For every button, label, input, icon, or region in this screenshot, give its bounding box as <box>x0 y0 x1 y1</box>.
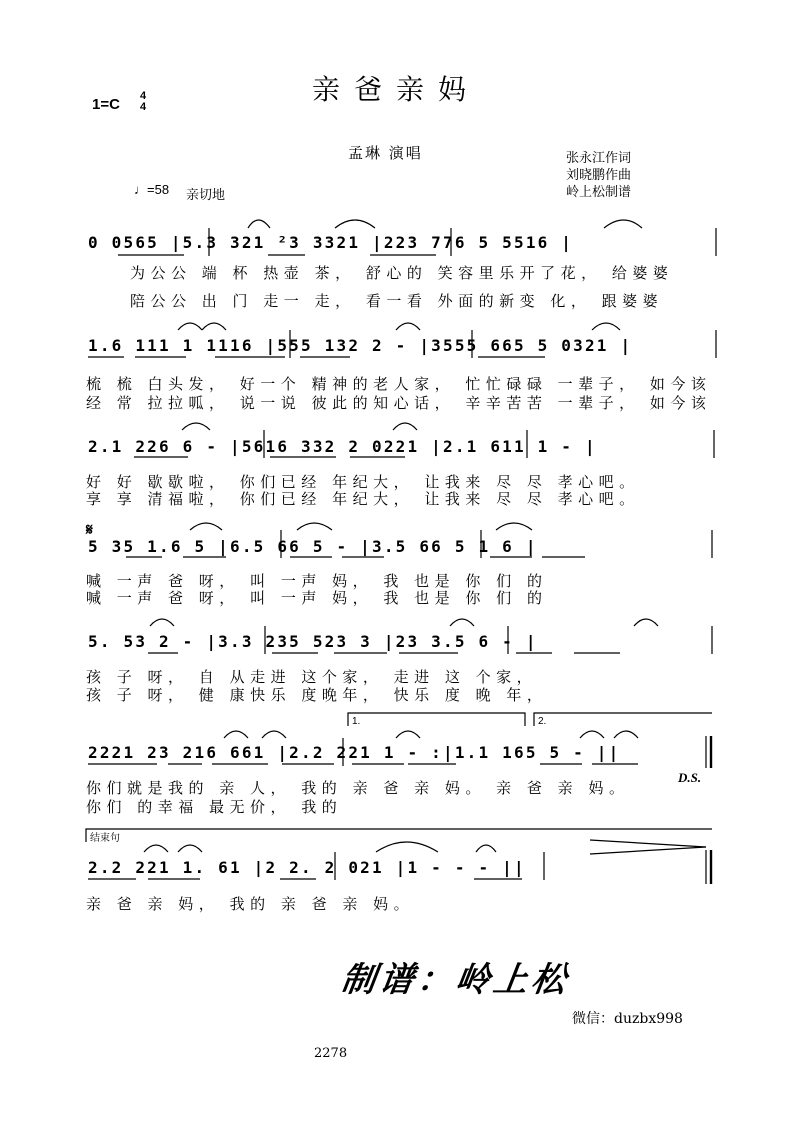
lyrics-row-2-verse-1: 梳 梳 白头发， 好一个 精神的老人家， 忙忙碌碌 一辈子， 如今该 <box>86 375 712 393</box>
slur <box>476 845 496 852</box>
lyrics-row-2-verse-2: 经 常 拉拉呱， 说一说 彼此的知心话， 辛辛苦苦 一辈子， 如今该 <box>86 394 712 412</box>
singer-credit: 孟琳 演唱 <box>348 144 423 162</box>
slur <box>396 731 420 738</box>
lyrics-row-6-verse-2: 你们 的幸福 最无价， 我的 <box>86 798 343 816</box>
slur <box>393 423 417 430</box>
coda-label: 结束句 <box>90 833 120 844</box>
decrescendo <box>590 840 706 847</box>
lyrics-row-4-verse-1: 喊 一声 爸 呀， 叫 一声 妈， 我 也是 你 们 的 <box>86 572 548 590</box>
slur <box>614 731 638 738</box>
coda-bracket <box>86 829 712 842</box>
slur <box>224 731 248 738</box>
lyrics-row-5-verse-2: 孩 子 呀， 健 康快乐 度晚年， 快乐 度 晚 年， <box>86 686 548 704</box>
slur <box>144 845 168 852</box>
slur <box>634 619 658 626</box>
notation-row-3: 2.1 226 6 - |5616 332 2 0221 |2.1 611 1 - | <box>88 437 597 456</box>
slur <box>604 220 642 228</box>
volta-2-bracket <box>534 713 712 726</box>
slur <box>248 220 270 228</box>
meter-top: 4 <box>140 90 147 102</box>
lyrics-row-3-verse-2: 享 享 清福啦， 你们已经 年纪大， 让我来 尽 尽 孝心吧。 <box>86 490 640 508</box>
composer-credit: 刘晓鹏作曲 <box>566 168 632 183</box>
lyrics-row-3-verse-1: 好 好 歇歇啦， 你们已经 年纪大， 让我来 尽 尽 孝心吧。 <box>86 473 640 491</box>
slur <box>496 523 532 530</box>
expression-marking: 亲切地 <box>186 188 226 203</box>
volta-1-label: 1. <box>352 716 361 727</box>
slur <box>580 731 604 738</box>
lyrics-row-7: 亲 爸 亲 妈， 我的 亲 爸 亲 妈。 <box>86 895 415 913</box>
notation-row-1: 0 0565 |5.3 321 ²3 3321 |223 776 5 5516 | <box>88 233 574 252</box>
lyrics-row-1-verse-2: 陪公公 出 门 走一 走， 看一看 外面的新变 化， 跟婆婆 <box>130 292 664 310</box>
lyricist-credit: 张永江作词 <box>566 151 632 166</box>
slur <box>297 523 332 530</box>
slur <box>396 323 420 330</box>
decrescendo <box>590 847 706 854</box>
slur <box>150 619 174 626</box>
segno-symbol: 𝄋 <box>86 520 93 539</box>
arranger-stamp: 制谱：岭上松 <box>338 960 573 1000</box>
notation-row-4: 5 35 1.6 5 |6.5 66 5 - |3.5 66 5 1 6 | <box>88 537 538 556</box>
slur <box>450 619 474 626</box>
slur <box>178 845 202 852</box>
notation-row-6: 2221 23 216 661 |2.2 221 1 - :|1.1 165 5 - || <box>88 743 621 762</box>
slur <box>202 323 226 330</box>
slur <box>592 323 620 330</box>
key-signature: 1=C <box>92 96 120 113</box>
slur <box>182 423 210 430</box>
volta-1-bracket <box>348 713 525 726</box>
slur <box>335 220 375 228</box>
lyrics-row-6-verse-1: 你们就是我的 亲 人， 我的 亲 爸 亲 妈。 亲 爸 亲 妈。 <box>86 779 630 797</box>
lyrics-row-1-verse-1: 为公公 端 杯 热壶 茶， 舒心的 笑容里乐开了花， 给婆婆 <box>130 264 674 282</box>
notation-row-7: 2.2 221 1. 61 |2 2. 2 021 |1 - - - || <box>88 858 526 877</box>
meter-bottom: 4 <box>140 101 147 113</box>
wechat-contact: 微信：duzbx998 <box>572 1011 683 1027</box>
page-title: 亲爸亲妈 <box>311 73 480 106</box>
tempo-marking: ♩=58 <box>134 182 170 197</box>
dal-segno-marking: D.S. <box>678 770 702 785</box>
volta-2-label: 2. <box>538 716 547 727</box>
slur <box>376 842 438 852</box>
lyrics-row-4-verse-2: 喊 一声 爸 呀， 叫 一声 妈， 我 也是 你 们 的 <box>86 589 548 607</box>
notation-row-2: 1.6 111 1 1116 |555 132 2 - |3555 665 5 0321 | <box>88 336 633 355</box>
slur <box>190 523 222 530</box>
page-number: 2278 <box>314 1046 348 1061</box>
slur <box>262 731 286 738</box>
arranger-credit: 岭上松制谱 <box>566 185 632 200</box>
slur <box>178 323 202 330</box>
lyrics-row-5-verse-1: 孩 子 呀， 自 从走进 这个家， 走进 这 个家， <box>86 668 538 686</box>
notation-row-5: 5. 53 2 - |3.3 235 523 3 |23 3.5 6 - | <box>88 632 538 651</box>
